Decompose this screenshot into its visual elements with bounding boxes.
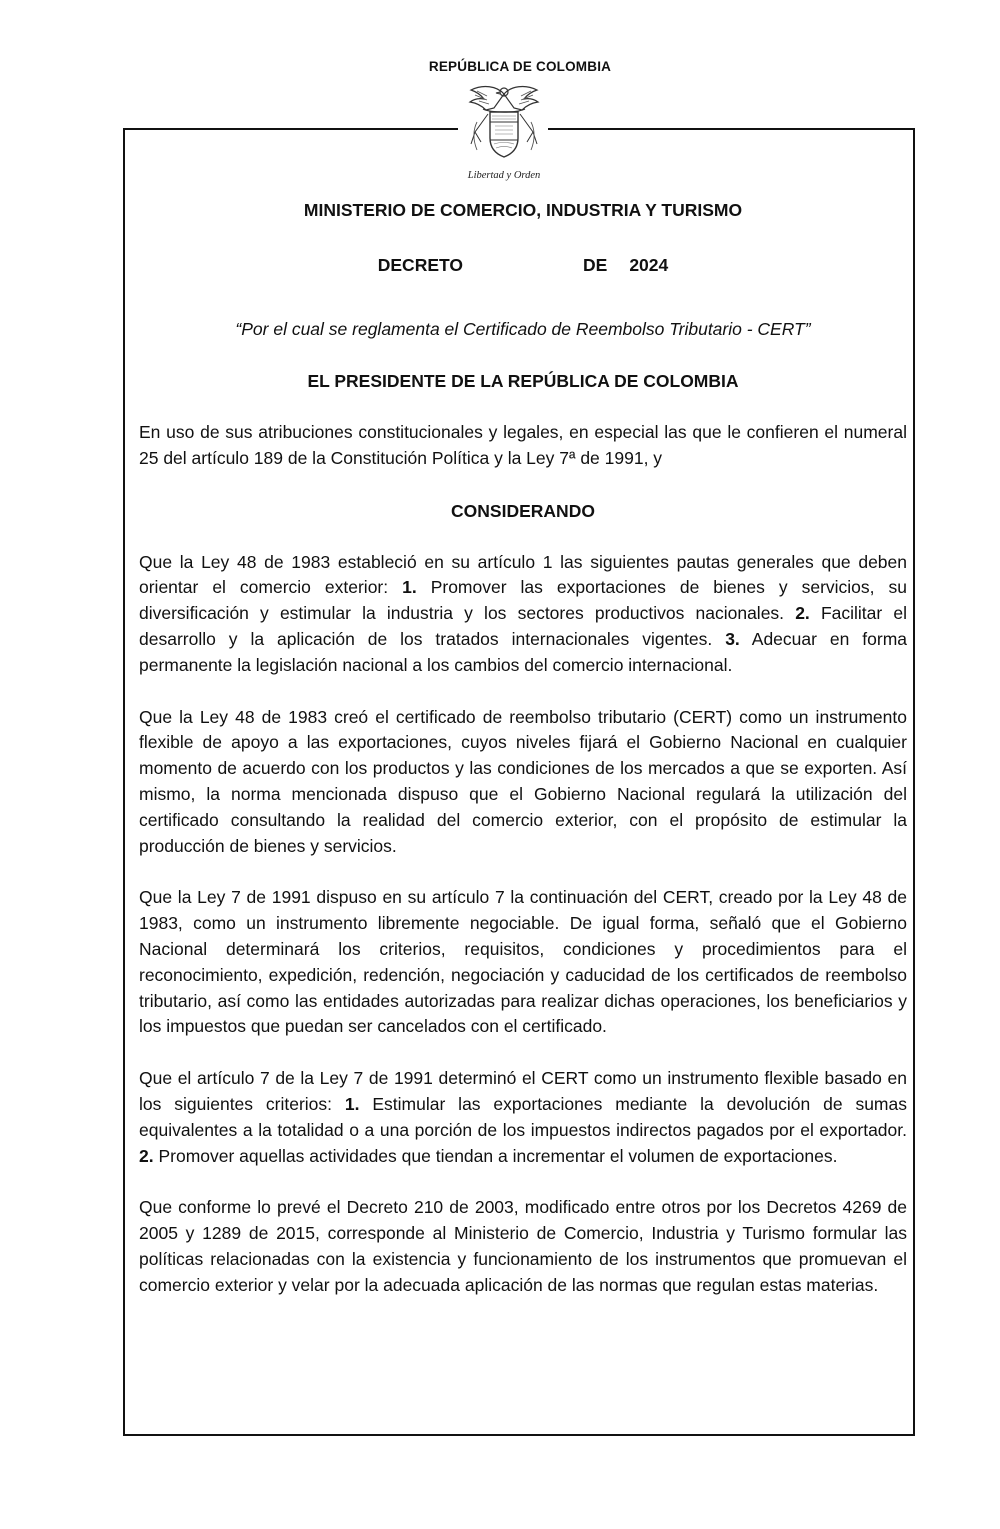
paragraph-1-text-c: Facilitar el desarrollo y la aplicación de los tratados internacionales vigentes. (139, 603, 907, 649)
decree-label: DECRETO (377, 255, 463, 275)
paragraph-1-text-b: Promover las exportaciones de bienes y servicios, su diversificación y estimular la industria y los sectores productivos nacionales. (139, 577, 907, 624)
decree-de-label: DE (583, 255, 608, 275)
paragraph-4-text-c: Promover aquellas actividades que tiendan a incrementar el volumen de exportaciones. (153, 1145, 838, 1166)
paragraph-4-text-b: Estimular las exportaciones mediante la devolución de sumas equivalentes a la totalidad o a una porción de los impuestos indirectos pagados por el exportador. (139, 1093, 907, 1140)
paragraph-1-num-3: 3. (725, 628, 740, 649)
paragraph-4-text-a: Que el artículo 7 de la Ley 7 de 1991 determinó el CERT como un instrumento flexible basado en los siguientes criterios: (139, 1068, 907, 1114)
coat-of-arms-icon (457, 82, 551, 184)
crest-motto: Libertad y Orden (467, 170, 541, 181)
decree-heading (139, 250, 907, 280)
paragraph-4-num-1: 1. (344, 1093, 360, 1114)
paragraph-1-num-2: 2. (795, 603, 810, 624)
paragraph-1-num-1: 1. (402, 577, 417, 598)
paragraph-1-text-d: Adecuar en forma permanente la legislación nacional a los cambios del comercio internacional. (139, 628, 907, 675)
paragraph-4 (139, 1066, 907, 1169)
paragraph-1 (139, 550, 907, 679)
paragraph-5: Que conforme lo prevé el Decreto 210 de 2003, modificado entre otros por los Decretos 4269 de 2005 y 1289 de 2015, corresponde al Ministerio de Comercio, Industria y Turismo formular las políticas relacionadas con la existencia y funcionamiento de los instrumentos que promuevan el comercio exterior y velar por la adecuada aplicación de las normas que regulan estas materias. (139, 1197, 907, 1295)
paragraph-4-num-2: 2. (139, 1145, 154, 1166)
ministry-title: MINISTERIO DE COMERCIO, INDUSTRIA Y TURISMO (303, 200, 743, 220)
decree-year: 2024 (629, 255, 669, 275)
intro-paragraph: En uso de sus atribuciones constitucionales y legales, en especial las que le confieren el numeral 25 del artículo 189 de la Constitución Política y la Ley 7ª de 1991, y (139, 422, 907, 468)
president-heading: EL PRESIDENTE DE LA REPÚBLICA DE COLOMBIA (307, 371, 739, 391)
paragraph-3: Que la Ley 7 de 1991 dispuso en su artículo 7 la continuación del CERT, creado por la Ley 48 de 1983, como un instrumento libremente negociable. De igual forma, señaló que el Gobierno Nacional determinará los criterios, requisitos, condiciones y procedimientos para el reconocimiento, expedición, redención, negociación y caducidad de los certificados de reembolso tributario, así como las entidades autorizadas para realizar dichas operaciones, los beneficiarios y los impuestos que puedan ser cancelados con el certificado. (139, 887, 907, 1037)
paragraph-2: Que la Ley 48 de 1983 creó el certificado de reembolso tributario (CERT) como un instrumento flexible de apoyo a las exportaciones, cuyos niveles fijará el Gobierno Nacional en cualquier momento de acuerdo con los productos y las condiciones de los mercados a que se exporten. Así mismo, la norma mencionada dispuso que el Gobierno Nacional regulará la utilización del certificado consultando la realidad del comercio exterior, con el propósito de estimular la producción de bienes y servicios. (139, 706, 907, 856)
country-header: REPÚBLICA DE COLOMBIA (428, 59, 612, 74)
considering-heading: CONSIDERANDO (451, 500, 595, 521)
paragraph-1-text-a: Que la Ley 48 de 1983 estableció en su artículo 1 las siguientes pautas generales que deben orientar el comercio exterior: (139, 551, 907, 598)
decree-subtitle: “Por el cual se reglamenta el Certificado de Reembolso Tributario - CERT” (235, 319, 811, 339)
document-body (139, 195, 907, 1299)
